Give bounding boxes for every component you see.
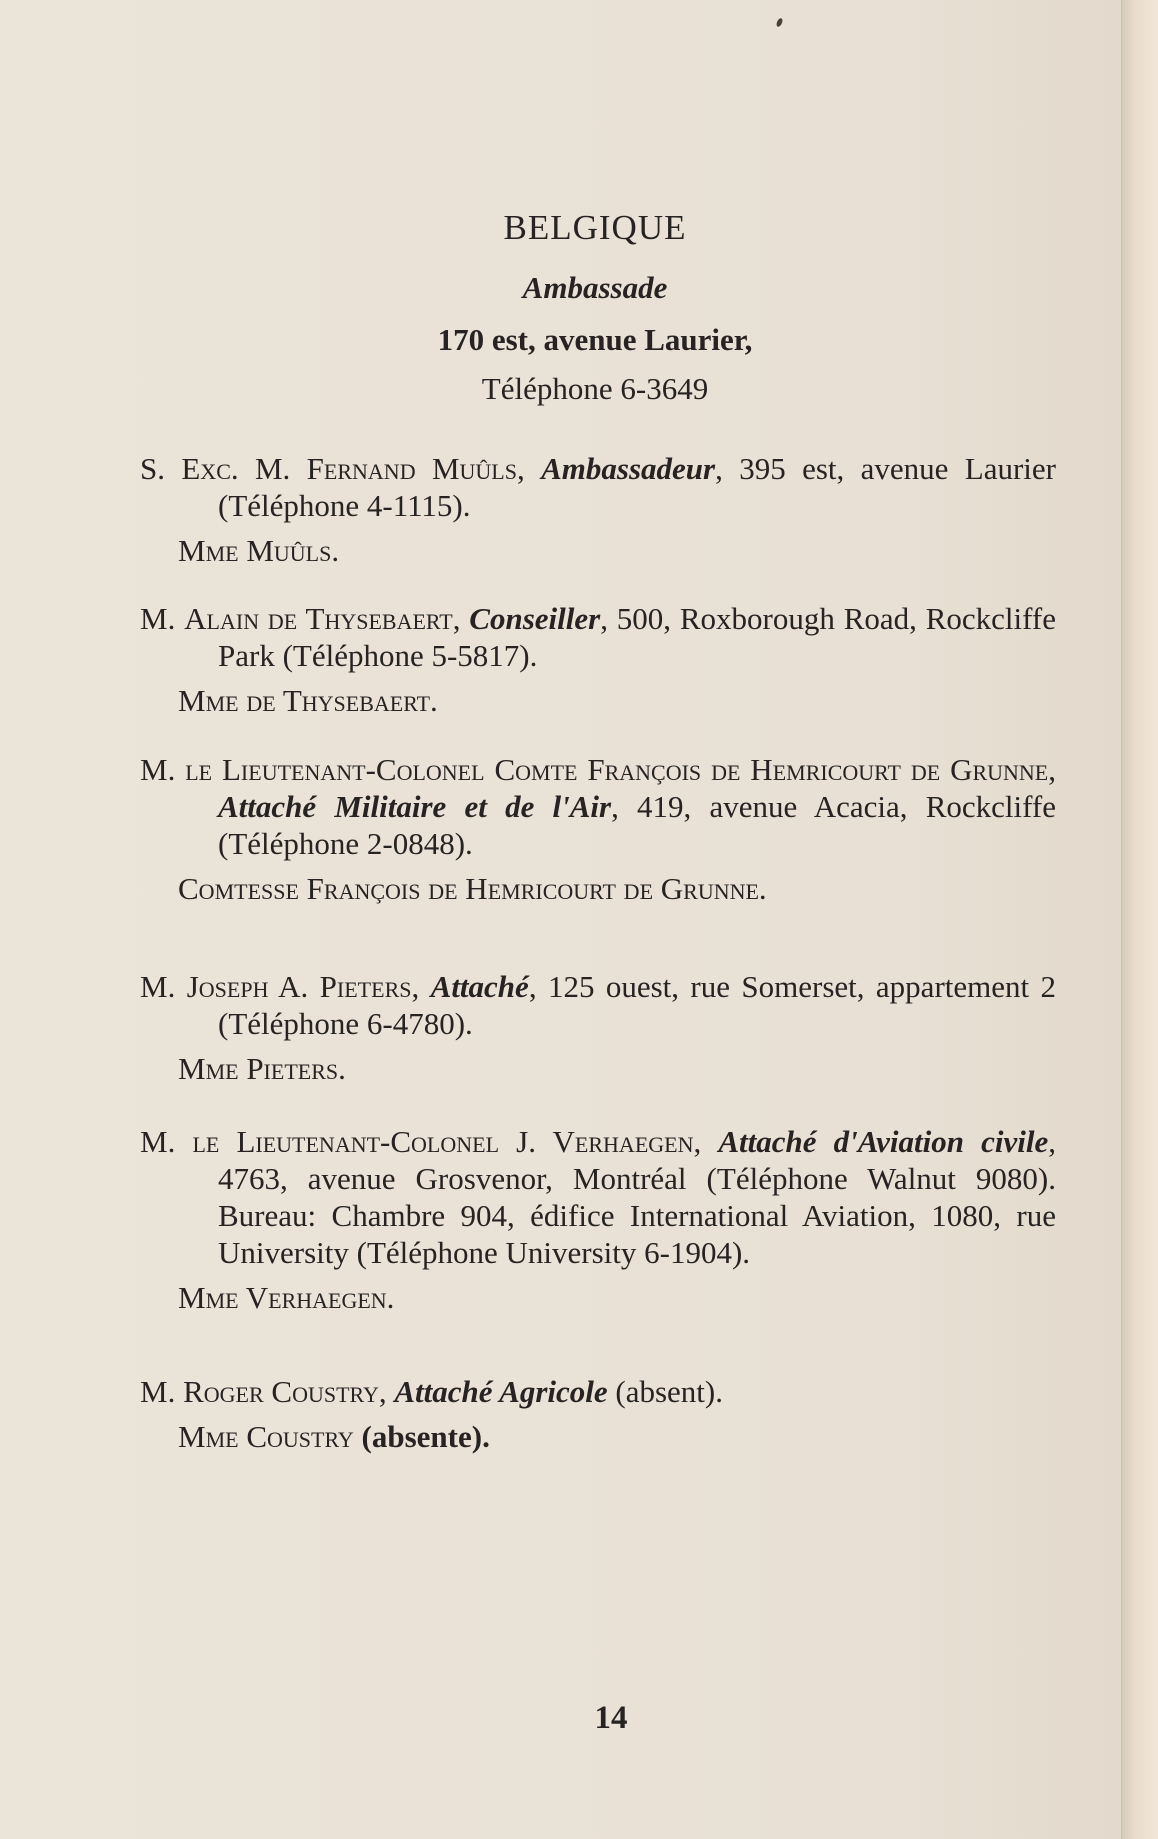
spouse-name: Mme Pieters. <box>178 1051 346 1086</box>
staff-details: , 419, avenue Acacia, Rockcliffe (Téléphone 2-0848). <box>218 789 1057 861</box>
staff-name: Roger Coustry <box>183 1374 379 1409</box>
spouse-name: Mme de Thysebaert. <box>178 683 438 718</box>
staff-role: Attaché d'Aviation civile <box>718 1124 1049 1159</box>
staff-prefix: M. <box>140 1124 193 1159</box>
staff-entry <box>140 450 1056 569</box>
staff-separator: , <box>378 1374 395 1409</box>
staff-details: , 4763, avenue Grosvenor, Montréal (Téléphone Walnut 9080). Bureau: Chambre 904, édifice International Aviation, 1080, rue University (Téléphone University 6-1904). <box>218 1124 1056 1270</box>
staff-entry <box>140 1123 1056 1316</box>
staff-spouse <box>140 532 1056 569</box>
staff-role: Attaché <box>430 969 529 1004</box>
staff-name: Exc. M. Fernand Muûls <box>181 451 517 486</box>
country-heading: BELGIQUE <box>503 208 687 247</box>
spouse-name: Mme Coustry <box>178 1419 354 1454</box>
staff-entry <box>140 600 1056 719</box>
staff-spouse <box>140 1418 1056 1455</box>
spouse-name: Mme Verhaegen. <box>178 1280 395 1315</box>
staff-entry <box>140 1373 1056 1455</box>
staff-entry <box>140 751 1056 907</box>
staff-separator: , <box>411 969 431 1004</box>
staff-name: Alain de Thysebaert <box>184 601 453 636</box>
staff-separator: , <box>452 601 470 636</box>
staff-entry-text <box>140 1123 1056 1271</box>
staff-entry-text <box>140 450 1056 524</box>
mission-telephone: Téléphone 6-3649 <box>481 371 709 406</box>
staff-name: le Lieutenant-Colonel Comte François de Hemricourt de Grunne <box>185 752 1049 787</box>
staff-entry <box>140 968 1056 1087</box>
staff-details: , 395 est, avenue Laurier (Téléphone 4-1115). <box>218 451 1056 523</box>
staff-details: , 500, Roxborough Road, Rockcliffe Park (Téléphone 5-5817). <box>218 601 1056 673</box>
staff-details: , 125 ouest, rue Somerset, appartement 2 (Téléphone 6-4780). <box>218 969 1057 1041</box>
staff-prefix: M. <box>140 969 187 1004</box>
staff-details: (absent). <box>607 1374 723 1409</box>
page-number: 14 <box>594 1700 628 1736</box>
mission-type-heading: Ambassade <box>522 270 668 305</box>
spouse-name: Mme Muûls. <box>178 533 340 568</box>
spouse-name: Comtesse François de Hemricourt de Grunne. <box>178 871 767 906</box>
staff-prefix: M. <box>140 1374 184 1409</box>
staff-entry-text <box>140 600 1056 674</box>
staff-spouse <box>140 1279 1056 1316</box>
spouse-note: (absente). <box>353 1419 490 1454</box>
staff-spouse <box>140 1050 1056 1087</box>
ink-speck <box>775 17 783 27</box>
staff-spouse <box>140 870 1056 907</box>
staff-role: Conseiller <box>469 601 601 636</box>
staff-role: Ambassadeur <box>541 451 716 486</box>
mission-address: 170 est, avenue Laurier, <box>437 322 753 357</box>
staff-role: Attaché Agricole <box>394 1374 608 1409</box>
staff-role: Attaché Militaire et de l'Air <box>218 789 612 824</box>
staff-entry-text <box>140 1373 1056 1410</box>
staff-name: Joseph A. Pieters <box>186 969 412 1004</box>
staff-prefix: M. <box>140 752 186 787</box>
staff-prefix: S. <box>140 451 182 486</box>
staff-entry-text <box>140 968 1056 1042</box>
staff-prefix: M. <box>140 601 185 636</box>
staff-entry-text <box>140 751 1056 862</box>
staff-separator: , <box>516 451 542 486</box>
staff-name: le Lieutenant-Colonel J. Verhaegen <box>192 1124 694 1159</box>
staff-separator: , <box>1048 752 1056 787</box>
staff-separator: , <box>693 1124 719 1159</box>
staff-spouse <box>140 682 1056 719</box>
